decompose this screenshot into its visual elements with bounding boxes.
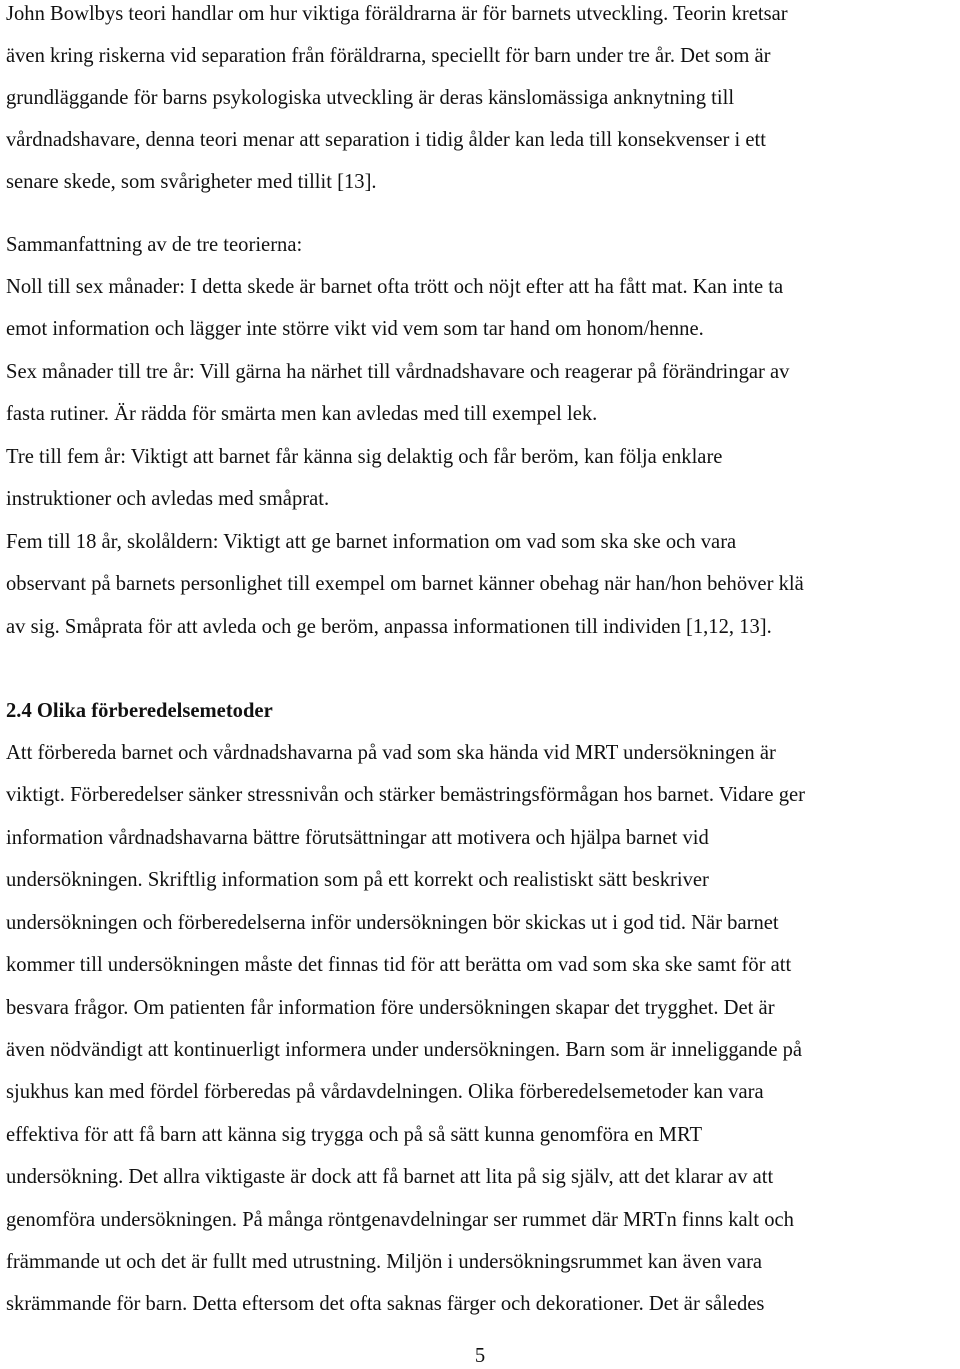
text-line: senare skede, som svårigheter med tillit [13]. [6,171,377,193]
text-line: emot information och lägger inte större vikt vid vem som tar hand om honom/henne. [6,318,704,340]
text-line: Att förbereda barnet och vårdnadshavarna på vad som ska hända vid MRT undersökningen är [6,742,776,764]
text-line: skrämmande för barn. Detta eftersom det ofta saknas färger och dekorationer. Det är således [6,1293,765,1315]
text-line: kommer till undersökningen måste det finnas tid för att berätta om vad som ska ske samt för att [6,954,792,976]
text-line: observant på barnets personlighet till exempel om barnet känner obehag när han/hon behöver klä [6,573,804,595]
text-line: Noll till sex månader: I detta skede är barnet ofta trött och nöjt efter att ha fått mat. Kan inte ta [6,276,784,298]
text-line: vårdnadshavare, denna teori menar att separation i tidig ålder kan leda till konsekvenser i ett [6,129,766,151]
text-line: genomföra undersökningen. På många röntgenavdelningar ser rummet där MRTn finns kalt och [6,1209,794,1231]
text-line: främmande ut och det är fullt med utrustning. Miljön i undersökningsrummet kan även vara [6,1251,763,1273]
text-line: viktigt. Förberedelser sänker stressnivån och stärker bemästringsförmågan hos barnet. Vidare ger [6,784,806,806]
text-line: undersökning. Det allra viktigaste är dock att få barnet att lita på sig själv, att det klarar av att [6,1166,774,1188]
text-line: fasta rutiner. Är rädda för smärta men kan avledas med till exempel lek. [6,403,598,425]
text-line: grundläggande för barns psykologiska utveckling är deras känslomässiga anknytning till [6,87,735,109]
text-line: Fem till 18 år, skolåldern: Viktigt att ge barnet information om vad som ska ske och vara [6,531,737,553]
text-line: John Bowlbys teori handlar om hur viktiga föräldrarna är för barnets utveckling. Teorin kretsar [6,3,788,25]
text-line: undersökningen och förberedelserna inför undersökningen bör skickas ut i god tid. När barnet [6,912,779,934]
page-number: 5 [474,1345,486,1367]
text-line: av sig. Småprata för att avleda och ge beröm, anpassa informationen till individen [1,12, 13]. [6,616,772,638]
text-line: även nödvändigt att kontinuerligt informera under undersökningen. Barn som är inneliggande på [6,1039,803,1061]
text-line: information vårdnadshavarna bättre förutsättningar att motivera och hjälpa barnet vid [6,827,709,849]
text-line: även kring riskerna vid separation från föräldrarna, speciellt för barn under tre år. Det som är [6,45,771,67]
text-line: Sex månader till tre år: Vill gärna ha närhet till vårdnadshavare och reagerar på förändringar av [6,361,790,383]
section-heading: 2.4 Olika förberedelsemetoder [6,700,273,722]
text-line: besvara frågor. Om patienten får information före undersökningen skapar det trygghet. Det är [6,997,775,1019]
summary-intro: Sammanfattning av de tre teorierna: [6,234,303,256]
text-line: instruktioner och avledas med småprat. [6,488,330,510]
text-line: undersökningen. Skriftlig information som på ett korrekt och realistiskt sätt beskriver [6,869,709,891]
text-line: Tre till fem år: Viktigt att barnet får känna sig delaktig och får beröm, kan följa enklare [6,446,723,468]
text-line: effektiva för att få barn att känna sig trygga och på så sätt kunna genomföra en MRT [6,1124,703,1146]
text-line: sjukhus kan med fördel förberedas på vårdavdelningen. Olika förberedelsemetoder kan vara [6,1081,764,1103]
